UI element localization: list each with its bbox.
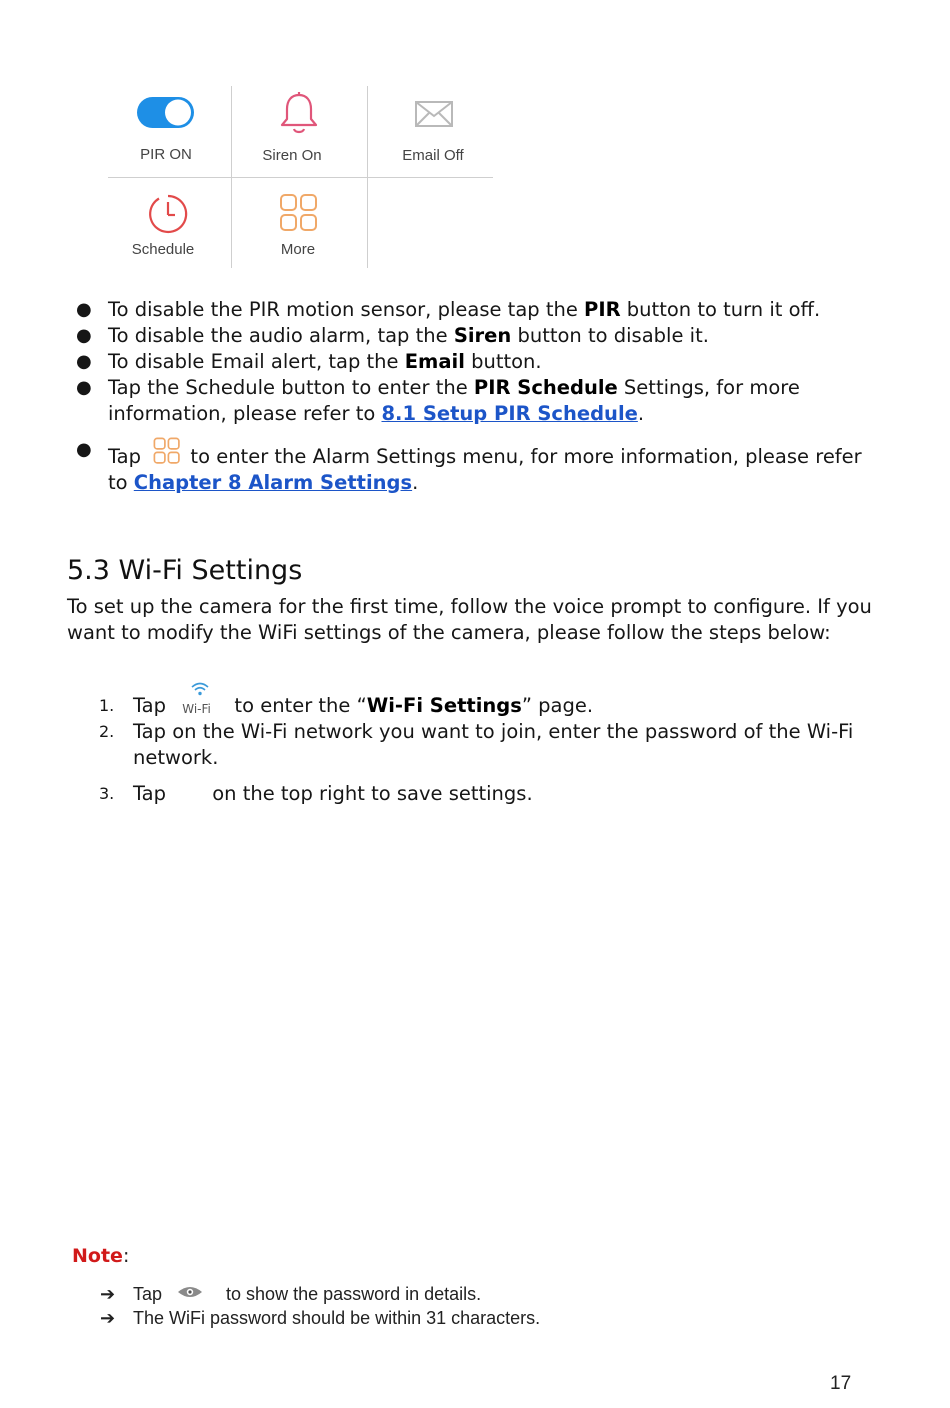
list-item: ● To disable Email alert, tap the Email button.: [76, 350, 542, 373]
section-title: 5.3 Wi-Fi Settings: [67, 555, 303, 586]
arrow-right-icon: ➔: [100, 1308, 116, 1328]
arrow-right-icon: ➔: [100, 1284, 116, 1304]
pir-schedule-link[interactable]: 8.1 Setup PIR Schedule: [381, 402, 638, 425]
more-grid-icon: [279, 192, 319, 234]
eye-icon: [177, 1285, 203, 1299]
toggle-on-icon: [136, 95, 196, 131]
siren-button[interactable]: [232, 86, 367, 176]
alarm-bullet-list: [72, 297, 872, 496]
list-item: 3. Tap on the top right to save settings.: [99, 782, 533, 805]
schedule-label: Schedule: [131, 241, 195, 258]
alarm-icon-grid: [108, 86, 493, 268]
list-item: ● To disable the audio alarm, tap the Siren button to disable it.: [76, 324, 709, 347]
alarm-settings-link[interactable]: Chapter 8 Alarm Settings: [133, 471, 413, 494]
wifi-icon-label: Wi-Fi: [182, 702, 211, 716]
more-label: More: [280, 241, 316, 258]
list-item: ● Tap to enter the Alarm Settings menu, for more information, please refer to Chapter 8 Alarm Settings.: [76, 439, 862, 494]
clock-icon: [148, 194, 188, 234]
list-item: ● To disable the PIR motion sensor, please tap the PIR button to turn it off.: [76, 298, 821, 321]
pir-toggle-button[interactable]: [108, 86, 228, 176]
section-intro: To set up the camera for the first time, follow the voice prompt to configure. If you want to modify the WiFi settings of the camera, please follow the steps below:: [67, 595, 872, 644]
more-button[interactable]: [232, 178, 367, 268]
page-number: 17: [830, 1373, 852, 1394]
siren-label: Siren On: [262, 147, 322, 164]
more-grid-icon: [153, 437, 181, 465]
list-item: 1. Tap Wi-Fi to enter the “Wi-Fi Settings” page.: [99, 693, 899, 719]
wifi-settings-icon: [178, 693, 222, 719]
bell-icon: [279, 91, 319, 137]
wifi-icon: [190, 681, 210, 697]
email-button[interactable]: [368, 86, 493, 176]
envelope-icon: [414, 100, 454, 128]
note-label: Note:: [72, 1245, 130, 1267]
pir-label: PIR ON: [140, 146, 192, 163]
list-item: ● Tap the Schedule button to enter the PIR Schedule Settings, for more information, please refer to 8.1 Setup PIR Schedule.: [76, 376, 800, 425]
schedule-button[interactable]: [108, 178, 228, 268]
email-label: Email Off: [402, 147, 464, 164]
list-item: 2. Tap on the Wi-Fi network you want to join, enter the password of the Wi-Fi network.: [99, 720, 854, 769]
